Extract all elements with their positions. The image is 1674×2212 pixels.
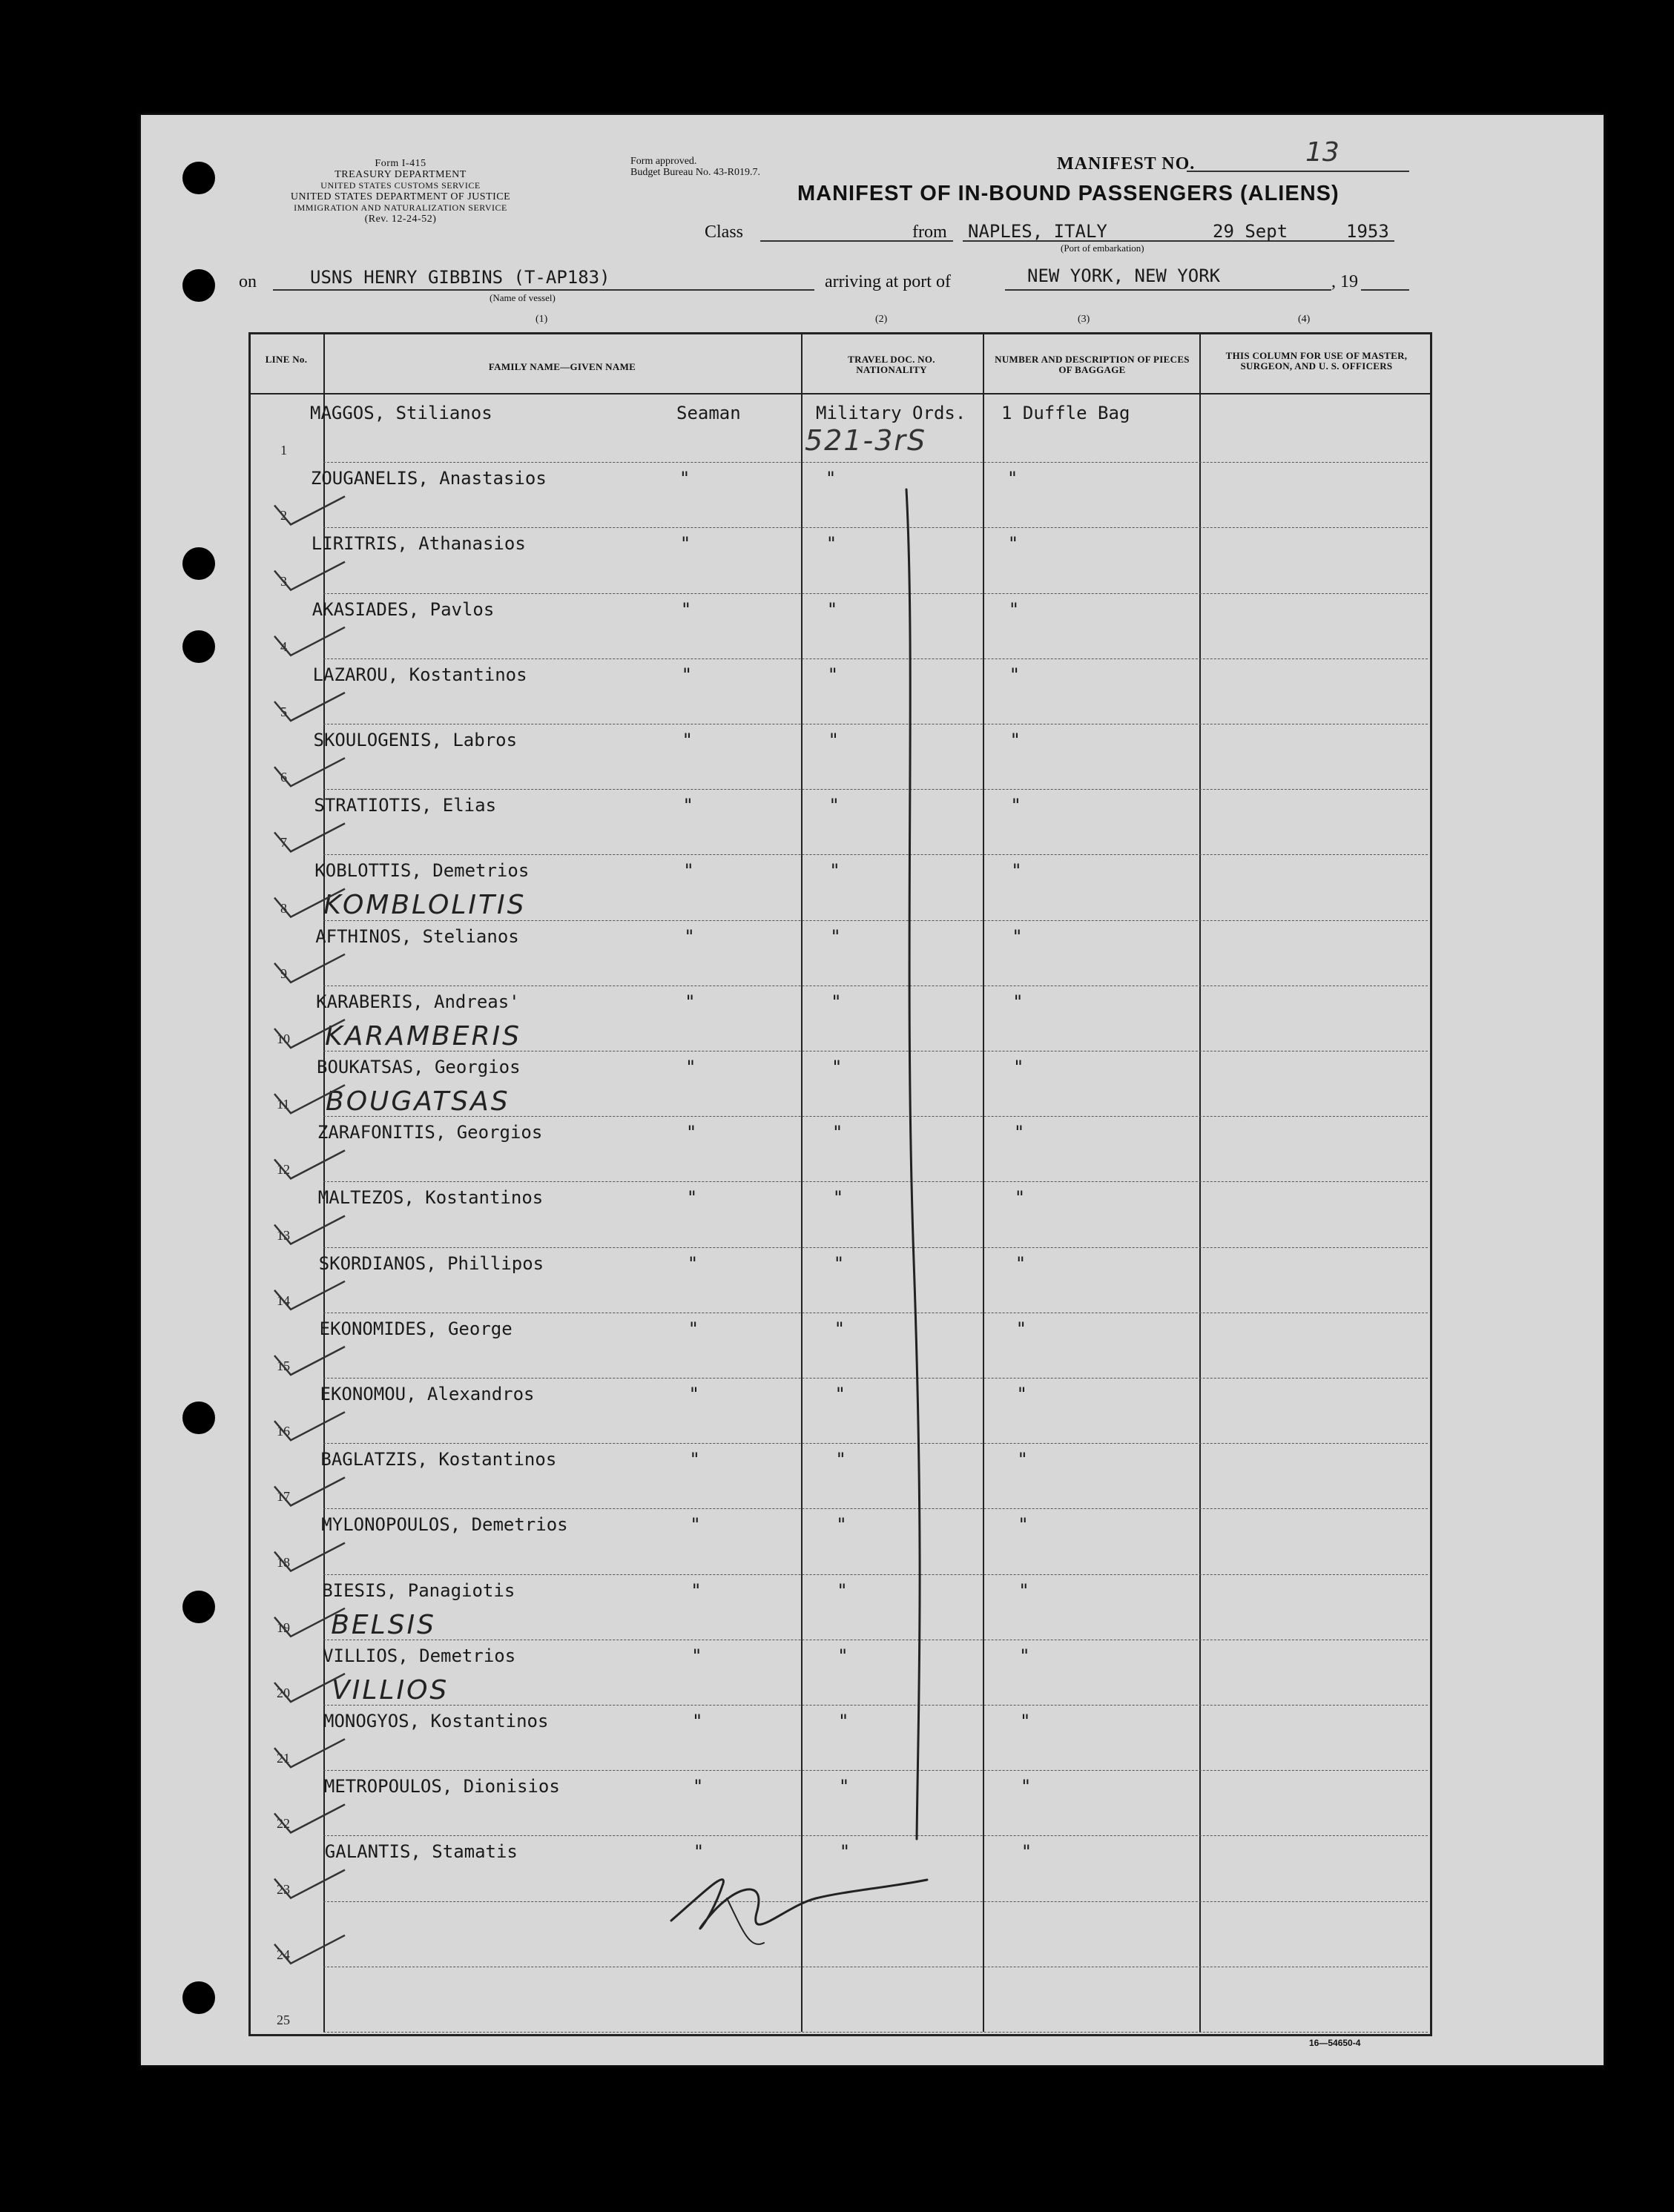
check-mark — [274, 1543, 345, 1571]
travel-doc: " — [831, 1057, 843, 1077]
vessel-caption: (Name of vessel) — [490, 292, 556, 303]
class-label: Class — [705, 222, 744, 242]
baggage: 1 Duffle Bag — [1001, 403, 1130, 423]
travel-doc: " — [828, 730, 839, 750]
check-mark — [274, 1020, 345, 1048]
travel-doc: " — [831, 991, 842, 1012]
passenger-name: VILLIOS, Demetrios — [323, 1645, 516, 1666]
occupation: " — [691, 1579, 702, 1601]
passenger-name: MYLONOPOULOS, Demetrios — [321, 1514, 568, 1536]
travel-doc: " — [827, 664, 839, 685]
baggage: " — [1020, 1776, 1032, 1797]
baggage: " — [1015, 1252, 1027, 1274]
occupation: " — [688, 1318, 699, 1339]
ins-service: IMMIGRATION AND NATURALIZATION SERVICE — [294, 202, 507, 213]
passenger-name: SKOULOGENIS, Labros — [313, 730, 518, 750]
occupation: " — [688, 1384, 699, 1404]
passenger-name: MONOGYOS, Kostantinos — [323, 1711, 549, 1731]
line-number: 17 — [277, 1489, 290, 1505]
passenger-name: EKONOMIDES, George — [319, 1318, 513, 1339]
budget-bureau: Budget Bureau No. 43-R019.7. — [630, 167, 760, 178]
manifest-no-label: MANIFEST NO. — [1057, 154, 1196, 174]
baggage: " — [1007, 533, 1019, 555]
form-number: Form I-415 — [375, 158, 426, 169]
check-mark — [274, 1412, 345, 1440]
travel-doc: " — [831, 1122, 843, 1143]
baggage: " — [1009, 730, 1021, 750]
passenger-name: EKONOMOU, Alexandros — [320, 1384, 535, 1404]
occupation: Seaman — [676, 403, 741, 423]
check-mark — [274, 954, 345, 983]
line-number: 12 — [277, 1162, 290, 1178]
col-header-name: FAMILY NAME—GIVEN NAME — [488, 361, 636, 372]
travel-doc: " — [837, 1579, 848, 1601]
revision: (Rev. 12-24-52) — [364, 214, 437, 225]
travel-doc: " — [834, 1384, 846, 1404]
line-number: 10 — [277, 1031, 290, 1046]
line-number: 2 — [280, 508, 287, 524]
baggage: " — [1015, 1318, 1027, 1339]
travel-doc: " — [828, 795, 840, 816]
occupation: " — [690, 1514, 701, 1536]
on-label: on — [239, 272, 257, 291]
occupation: " — [685, 991, 696, 1012]
passenger-name: BOUKATSAS, Georgios — [317, 1057, 521, 1077]
footer-code: 16—54650-4 — [1309, 2038, 1361, 2048]
occupation: " — [692, 1711, 703, 1731]
passenger-name: AFTHINOS, Stelianos — [315, 925, 519, 947]
travel-doc: " — [836, 1514, 847, 1536]
check-mark — [274, 1477, 345, 1505]
col-num-4: (4) — [1298, 314, 1311, 325]
travel-doc: " — [839, 1841, 851, 1863]
check-mark — [274, 1281, 345, 1310]
embark-date: 29 Sept — [1213, 221, 1288, 242]
name-correction-handwritten: VILLIOS — [332, 1674, 449, 1706]
manifest-no-value: 13 — [1305, 137, 1339, 168]
baggage: " — [1006, 468, 1018, 489]
col-header-line-no: LINE No. — [265, 354, 308, 365]
line-number: 21 — [277, 1751, 290, 1766]
check-mark — [274, 1608, 345, 1637]
continuation-pen-line — [906, 489, 920, 1839]
check-mark — [274, 1085, 345, 1113]
col-header-travel: TRAVEL DOC. NO. NATIONALITY — [848, 354, 935, 375]
name-correction-handwritten: BELSIS — [331, 1609, 437, 1640]
travel-doc: " — [832, 1187, 844, 1209]
passenger-name: SKORDIANOS, Phillipos — [318, 1252, 544, 1274]
passenger-name: KOBLOTTIS, Demetrios — [314, 860, 530, 882]
occupation: " — [687, 1252, 699, 1274]
justice-dept: UNITED STATES DEPARTMENT OF JUSTICE — [290, 191, 511, 202]
travel-doc: " — [835, 1449, 846, 1470]
form-approved: Form approved. — [630, 156, 697, 167]
line-number: 15 — [277, 1358, 290, 1373]
col-num-3: (3) — [1078, 314, 1090, 325]
baggage: " — [1010, 795, 1021, 816]
line-number: 24 — [277, 1947, 290, 1962]
travel-doc: " — [838, 1776, 850, 1797]
line-number: 14 — [277, 1292, 290, 1308]
passenger-name: KARABERIS, Andreas' — [316, 991, 520, 1012]
travel-doc: " — [834, 1318, 846, 1339]
baggage: " — [1011, 860, 1022, 882]
col-header-baggage: NUMBER AND DESCRIPTION OF PIECES OF BAGGAGE — [995, 354, 1190, 375]
customs-service: UNITED STATES CUSTOMS SERVICE — [320, 180, 481, 191]
passenger-name: BIESIS, Panagiotis — [322, 1579, 515, 1601]
line-number: 18 — [277, 1554, 290, 1570]
check-mark — [274, 1935, 345, 1964]
line-number: 20 — [277, 1686, 290, 1700]
arrival-port: NEW YORK, NEW YORK — [1027, 265, 1221, 286]
vessel-name: USNS HENRY GIBBINS (T-AP183) — [310, 267, 610, 288]
baggage: " — [1018, 1514, 1029, 1536]
passenger-name: BAGLATZIS, Kostantinos — [320, 1449, 557, 1470]
check-mark — [274, 1870, 345, 1898]
check-mark — [274, 1739, 345, 1767]
travel-doc: " — [829, 860, 840, 882]
line-number: 3 — [280, 573, 287, 589]
occupation: " — [685, 1122, 697, 1143]
check-mark — [274, 1674, 345, 1702]
check-mark — [274, 758, 345, 786]
line-number: 19 — [277, 1620, 290, 1635]
baggage: " — [1008, 598, 1020, 620]
passenger-name: METROPOULOS, Dionisios — [323, 1776, 560, 1797]
passenger-name: ZARAFONITIS, Georgios — [317, 1122, 543, 1143]
line-number: 4 — [280, 638, 287, 654]
occupation: " — [683, 860, 694, 882]
line-number: 25 — [277, 2013, 290, 2027]
officer-signature — [671, 1880, 927, 1929]
port-embark-caption: (Port of embarkation) — [1061, 242, 1144, 254]
check-mark — [274, 1216, 345, 1244]
line-number: 1 — [280, 443, 287, 458]
travel-doc: " — [833, 1252, 845, 1274]
occupation: " — [693, 1841, 705, 1863]
line-number: 16 — [277, 1424, 290, 1439]
passenger-name: MAGGOS, Stilianos — [310, 403, 492, 423]
col-num-2: (2) — [875, 314, 888, 325]
line-number: 13 — [277, 1227, 290, 1243]
baggage: " — [1013, 1057, 1024, 1077]
arriving-label: arriving at port of — [825, 272, 951, 291]
occupation: " — [682, 730, 693, 750]
baggage: " — [1020, 1711, 1031, 1731]
check-mark — [274, 693, 345, 721]
baggage: " — [1012, 991, 1024, 1012]
passenger-name: ZOUGANELIS, Anastasios — [310, 468, 547, 489]
page-title: MANIFEST OF IN-BOUND PASSENGERS (ALIENS) — [797, 182, 1339, 205]
check-mark — [274, 1347, 345, 1375]
baggage: " — [1013, 1122, 1025, 1143]
passenger-name: LAZAROU, Kostantinos — [312, 664, 527, 685]
baggage: " — [1016, 1384, 1027, 1404]
baggage: " — [1019, 1645, 1030, 1666]
baggage: " — [1021, 1841, 1032, 1863]
travel-doc: " — [826, 598, 838, 620]
line-number: 6 — [280, 770, 287, 785]
check-mark — [274, 496, 345, 524]
occupation: " — [679, 533, 691, 555]
occupation: " — [691, 1645, 702, 1666]
occupation: " — [684, 925, 695, 947]
travel-doc: " — [826, 533, 837, 555]
name-correction-handwritten: KARAMBERIS — [325, 1020, 521, 1051]
travel-doc: Military Ords. — [816, 403, 966, 423]
col-num-1: (1) — [536, 314, 548, 325]
occupation: " — [686, 1187, 698, 1209]
baggage: " — [1009, 664, 1021, 685]
travel-doc: " — [838, 1711, 849, 1731]
line-number: 22 — [277, 1816, 290, 1832]
occupation: " — [692, 1776, 704, 1797]
occupation: " — [679, 468, 691, 489]
passenger-name: MALTEZOS, Kostantinos — [317, 1187, 544, 1209]
passenger-name: AKASIADES, Pavlos — [312, 598, 495, 620]
baggage: " — [1018, 1579, 1029, 1601]
line-number: 23 — [277, 1881, 290, 1897]
baggage: " — [1012, 925, 1023, 947]
passenger-name: GALANTIS, Stamatis — [324, 1841, 518, 1863]
passenger-name: STRATIOTIS, Elias — [314, 795, 497, 816]
line-number: 9 — [280, 965, 287, 981]
baggage: " — [1014, 1187, 1026, 1209]
travel-doc: " — [825, 468, 837, 489]
occupation: " — [685, 1057, 696, 1077]
from-label: from — [912, 222, 947, 242]
check-mark — [274, 889, 345, 917]
line-number: 11 — [277, 1097, 290, 1112]
occupation: " — [682, 795, 693, 816]
check-mark — [274, 823, 345, 851]
baggage: " — [1017, 1449, 1028, 1470]
occupation: " — [680, 598, 692, 620]
treasury-dept: TREASURY DEPARTMENT — [335, 169, 467, 180]
year-prefix: , 19 — [1331, 272, 1358, 291]
line-number: 8 — [280, 900, 287, 916]
from-port: NAPLES, ITALY — [968, 221, 1107, 242]
occupation: " — [681, 664, 693, 685]
travel-doc-handwritten: 521-3rS — [805, 424, 927, 457]
check-mark — [274, 562, 345, 590]
check-mark — [274, 627, 345, 656]
travel-doc: " — [837, 1645, 848, 1666]
line-number: 5 — [280, 704, 287, 719]
occupation: " — [689, 1449, 700, 1470]
name-correction-handwritten: BOUGATSAS — [326, 1086, 510, 1117]
col-header-officers: THIS COLUMN FOR USE OF MASTER, SURGEON, AND U. S. OFFICERS — [1225, 350, 1408, 372]
passenger-name: LIRITRIS, Athanasios — [311, 533, 526, 555]
name-correction-handwritten: KOMBLOLITIS — [323, 890, 527, 921]
line-number: 7 — [280, 835, 287, 851]
travel-doc: " — [830, 925, 841, 947]
check-mark — [274, 1150, 345, 1178]
check-mark — [274, 1804, 345, 1832]
embark-year: 1953 — [1346, 221, 1389, 242]
